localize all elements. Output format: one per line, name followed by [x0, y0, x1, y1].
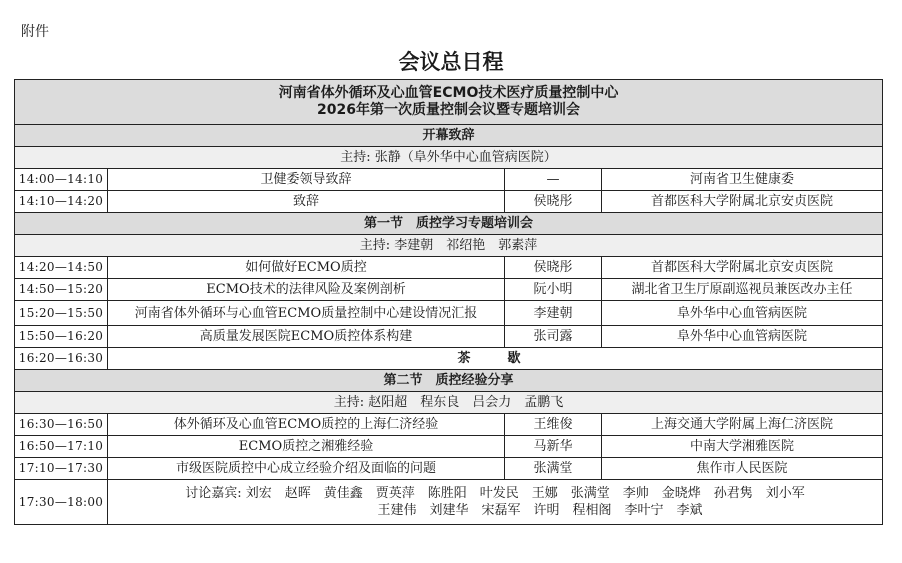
- topic-cell: 高质量发展医院ECMO质控体系构建: [108, 326, 505, 348]
- time-cell: 15:50—16:20: [15, 326, 108, 348]
- table-row: [15, 169, 883, 191]
- section2-title: 第二节 质控经验分享: [15, 370, 883, 392]
- header-cell: [15, 80, 883, 125]
- time-cell: 17:10—17:30: [15, 458, 108, 480]
- speaker-cell: —: [505, 169, 602, 191]
- speaker-cell: 马新华: [505, 436, 602, 458]
- host-row: [15, 392, 883, 414]
- host-row: [15, 235, 883, 257]
- discussion-row: [15, 480, 883, 525]
- attachment-label: 附件: [21, 24, 49, 40]
- topic-cell: 如何做好ECMO质控: [108, 257, 505, 279]
- header-line-2: 2026年第一次质量控制会议暨专题培训会: [317, 102, 580, 118]
- section-title-row: [15, 370, 883, 392]
- org-cell: 焦作市人民医院: [602, 458, 883, 480]
- time-cell: 16:20—16:30: [15, 348, 108, 370]
- table-row: [15, 301, 883, 326]
- document-title: 会议总日程: [398, 50, 504, 74]
- speaker-cell: 阮小明: [505, 279, 602, 301]
- table-row: [15, 436, 883, 458]
- topic-cell: 河南省体外循环与心血管ECMO质量控制中心建设情况汇报: [108, 301, 505, 326]
- section-title-row: [15, 125, 883, 147]
- table-row: [15, 279, 883, 301]
- table-row: [15, 414, 883, 436]
- topic-cell: ECMO质控之湘雅经验: [108, 436, 505, 458]
- section-title-row: [15, 213, 883, 235]
- tea-break-label: 茶 歇: [108, 348, 883, 370]
- time-cell: 15:20—15:50: [15, 301, 108, 326]
- discussion-guests: [108, 480, 883, 525]
- host-row: [15, 147, 883, 169]
- time-cell: 17:30—18:00: [15, 480, 108, 525]
- agenda-table: [14, 79, 883, 525]
- org-cell: 中南大学湘雅医院: [602, 436, 883, 458]
- topic-cell: ECMO技术的法律风险及案例剖析: [108, 279, 505, 301]
- org-cell: 阜外华中心血管病医院: [602, 301, 883, 326]
- speaker-cell: 李建朝: [505, 301, 602, 326]
- table-row: [15, 191, 883, 213]
- table-row: [15, 326, 883, 348]
- discussion-line-2: 王建伟 刘建华 宋磊军 许明 程相阁 李叶宁 李斌: [377, 503, 703, 518]
- opening-host: 主持: 张静（阜外华中心血管病医院）: [15, 147, 883, 169]
- speaker-cell: 张满堂: [505, 458, 602, 480]
- org-cell: 湖北省卫生厅原副巡视员兼医改办主任: [602, 279, 883, 301]
- org-cell: 河南省卫生健康委: [602, 169, 883, 191]
- tea-break-row: [15, 348, 883, 370]
- org-cell: 上海交通大学附属上海仁济医院: [602, 414, 883, 436]
- header-line-1: 河南省体外循环及心血管ECMO技术医疗质量控制中心: [278, 85, 619, 101]
- topic-cell: 体外循环及心血管ECMO质控的上海仁济经验: [108, 414, 505, 436]
- topic-cell: 致辞: [108, 191, 505, 213]
- speaker-cell: 张司露: [505, 326, 602, 348]
- speaker-cell: 侯晓彤: [505, 191, 602, 213]
- header-row: [15, 80, 883, 125]
- time-cell: 14:10—14:20: [15, 191, 108, 213]
- time-cell: 14:50—15:20: [15, 279, 108, 301]
- org-cell: 首都医科大学附属北京安贞医院: [602, 191, 883, 213]
- time-cell: 16:50—17:10: [15, 436, 108, 458]
- discussion-line-1: 讨论嘉宾: 刘宏 赵晖 黄佳鑫 贾英萍 陈胜阳 叶发民 王娜 张满堂 李帅 金晓烨 孙君隽 刘小军: [185, 486, 805, 501]
- speaker-cell: 侯晓彤: [505, 257, 602, 279]
- time-cell: 14:00—14:10: [15, 169, 108, 191]
- topic-cell: 市级医院质控中心成立经验介绍及面临的问题: [108, 458, 505, 480]
- org-cell: 首都医科大学附属北京安贞医院: [602, 257, 883, 279]
- table-row: [15, 458, 883, 480]
- time-cell: 14:20—14:50: [15, 257, 108, 279]
- opening-title: 开幕致辞: [15, 125, 883, 147]
- topic-cell: 卫健委领导致辞: [108, 169, 505, 191]
- section1-host: 主持: 李建朝 祁绍艳 郭素萍: [15, 235, 883, 257]
- section2-host: 主持: 赵阳超 程东良 吕会力 孟鹏飞: [15, 392, 883, 414]
- time-cell: 16:30—16:50: [15, 414, 108, 436]
- section1-title: 第一节 质控学习专题培训会: [15, 213, 883, 235]
- speaker-cell: 王维俊: [505, 414, 602, 436]
- org-cell: 阜外华中心血管病医院: [602, 326, 883, 348]
- table-row: [15, 257, 883, 279]
